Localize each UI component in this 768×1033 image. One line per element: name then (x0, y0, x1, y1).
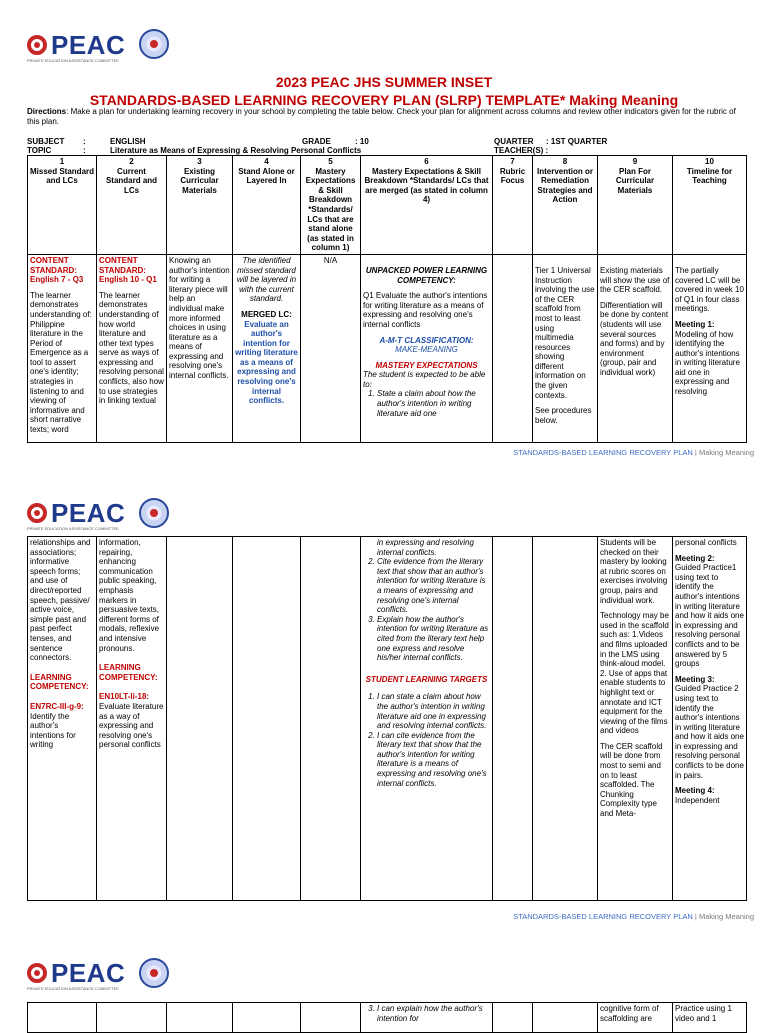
cell-stand-alone-mastery (301, 537, 361, 901)
lc-code: EN7RC-III-g-9: (30, 701, 84, 711)
cell-rubric-focus (493, 254, 533, 442)
header-col-7: 7 Rubric Focus (493, 156, 533, 255)
cell-stand-alone-layered (233, 537, 301, 901)
cell-current-standard (97, 1003, 167, 1033)
cell-intervention (533, 1003, 598, 1033)
deped-seal-icon (139, 958, 169, 988)
header-col-5: 5 Mastery Expectations & Skill Breakdown *Standards/ LCs that are stand alone (as stated in column 1) (301, 156, 361, 255)
deped-seal-icon (139, 498, 169, 528)
doc-title-line2: STANDARDS-BASED LEARNING RECOVERY PLAN (SLRP) TEMPLATE* Making Meaning (89, 92, 679, 108)
directions (27, 107, 747, 127)
learning-target-item: 3. I can explain how the author's intention for (377, 1004, 490, 1023)
cell-intervention: Tier 1 Universal Instruction involving the use of the CER scaffold from most to least using multimedia resources showing different information on the given contexts. See procedures below. (533, 254, 598, 442)
cell-plan-materials: Students will be checked on their mastery by looking at rubric scores on exercises involving group, pairs and individual work. Technology may be used in the scaffold such as: 1.Videos and films uploaded in the LMS using think-aloud model. 2. Use of apps that enable students to highlight text or annotate and ICT equipment for the viewing of the films and videos The CER scaffold will be done from most to semi and on to least scaffolded. The Chunking Complexity type and Meta- (598, 537, 673, 901)
cell-timeline: Practice using 1 video and 1 (673, 1003, 747, 1033)
meeting-label: Meeting 1: (675, 319, 715, 329)
peac-emblem-icon (27, 35, 47, 55)
merged-lc-label: MERGED LC: (241, 309, 292, 319)
peac-wordmark: PEAC (51, 498, 126, 528)
cell-missed-standard: relationships and associations; informative speech forms; and use of direct/reported speech, passive/ active voice, simple past and past perfect tenses, and sentence connectors. LEARNING COMPETENCY: EN7RC-III-g-9: Identify the author's intentions for writing (28, 537, 97, 901)
topic-label: TOPIC (27, 146, 52, 155)
amt-classification-label: A-M-T CLASSIFICATION: (379, 335, 474, 345)
page-2 (0, 488, 768, 928)
content-row (28, 537, 747, 901)
directions-text: : Make a plan for undertaking learning recovery in your school by completing the table below. Check your plan for alignment across columns and review other indicators given for the rubric of this plan. (27, 107, 736, 126)
header-col-8: 8 Intervention or Remediation Strategies and Action (533, 156, 598, 255)
mastery-expectations-label: MASTERY EXPECTATIONS (375, 360, 478, 370)
mastery-item: 1. State a claim about how the author's intention in writing literature aid one (377, 389, 490, 418)
content-row (28, 1003, 747, 1033)
unpacked-plc-heading: UNPACKED POWER LEARNING COMPETENCY: (365, 265, 488, 285)
cell-merged-mastery: UNPACKED POWER LEARNING COMPETENCY: Q1 Evaluate the author's intentions for writing literature as a means of expressing and resolving one's internal conflicts A-M-T CLASSIFICATION: MAKE-MEANING MASTERY EXPECTATIONS The student is expected to be able to: 1. State a claim about how the author's intention in writing literature aid one (361, 254, 493, 442)
page-footer: STANDARDS-BASED LEARNING RECOVERY PLAN | Making Meaning (513, 448, 754, 457)
meeting-label: Meeting 4: (675, 786, 715, 796)
teachers-label: TEACHER(S) : (494, 146, 549, 155)
quarter-value: : 1ST QUARTER (546, 137, 608, 146)
slrp-table-page2 (27, 536, 747, 901)
content-standard-heading: CONTENT STANDARD: English 7 - Q3 (30, 255, 84, 285)
header-col-6: 6 Mastery Expectations & Skill Breakdown *Standards/ LCs that are merged (as stated in column 4) (361, 156, 493, 255)
learning-competency-label: LEARNING COMPETENCY: (30, 672, 89, 692)
peac-logo (27, 30, 126, 63)
merged-lc-text: Evaluate an author's intention for writing literature as a means of expressing and resolving one's internal conflicts. (235, 319, 298, 406)
cell-stand-alone-layered (233, 1003, 301, 1033)
cell-missed-standard (28, 1003, 97, 1033)
header-col-3: 3 Existing Curricular Materials (167, 156, 233, 255)
subject-colon: : (83, 137, 86, 146)
slrp-table-page1 (27, 155, 747, 443)
cell-missed-standard (28, 254, 97, 442)
grade-label: GRADE (302, 137, 331, 146)
topic-colon: : (83, 146, 86, 155)
content-row (28, 254, 747, 442)
topic-value: Literature as Means of Expressing & Resolving Personal Conflicts (110, 146, 362, 155)
cell-intervention (533, 537, 598, 901)
directions-label: Directions (27, 107, 67, 116)
grade-value: : 10 (355, 137, 369, 146)
content-standard-text: The learner demonstrates understanding of: Philippine literature in the Period of Emergence as a tool to assert one's identity; strategies in listening to and viewing of informative and short narrative texts; word (30, 290, 92, 435)
page-3 (0, 946, 768, 1024)
cell-stand-alone-mastery (301, 1003, 361, 1033)
cell-merged-mastery: in expressing and resolving internal conflicts. 2. Cite evidence from the literary text that show that an author's intention for writing literature is a means of expressing and resolving one's internal conflicts. 3. Explain how the author's intention for writing literature as cited from the literary text help one express and resolve his/her internal conflicts. STUDENT LEARNING TARGETS 1. I can state a claim about how the author's intention in writing literature aid one in expressing and resolving internal conflicts. 2. I can cite evidence from the literary text that show that the author's intention for writing literature is a means of expressing and resolving one's internal conflicts. (361, 537, 493, 901)
page-1 (0, 0, 768, 470)
doc-title-line1: 2023 PEAC JHS SUMMER INSET (275, 74, 493, 90)
peac-logo (27, 498, 126, 531)
content-standard-text: The learner demonstrates understanding of how world literature and other text types serve as ways of expressing and resolving personal conflicts, also how to use strategies in linking textual (99, 290, 164, 406)
content-standard-heading: CONTENT STANDARD: English 10 - Q1 (99, 255, 157, 285)
header-col-2: 2 Current Standard and LCs (97, 156, 167, 255)
learning-target-item: 1. I can state a claim about how the author's intention in writing literature aid one in expressing and resolving internal conflicts. (377, 692, 490, 730)
cell-plan-materials: Existing materials will show the use of the CER scaffold. Differentiation will be done by content (students will use several sources and forms) and by environment (group, pair and individual work) (598, 254, 673, 442)
slrp-table-page3 (27, 1002, 747, 1033)
cell-rubric-focus (493, 1003, 533, 1033)
header-col-9: 9 Plan For Curricular Materials (598, 156, 673, 255)
quarter-label: QUARTER (494, 137, 534, 146)
mastery-item: 2. Cite evidence from the literary text that show that an author's intention for writing literature is a means of expressing and resolving one's internal conflicts. (377, 557, 490, 615)
learning-competency-label: LEARNING COMPETENCY: (99, 663, 158, 682)
student-learning-targets-label: STUDENT LEARNING TARGETS (365, 674, 488, 684)
peac-tagline: PRIVATE EDUCATION ASSISTANCE COMMITTEE (27, 58, 119, 63)
subject-value: ENGLISH (110, 137, 146, 146)
cell-timeline: personal conflicts Meeting 2: Guided Practice1 using text to identify the author's intentions in writing literature and how it aids one in expressing and resolving personal conflicts and to be answered by 5 groups Meeting 3: Guided Practice 2 using text to identify the author's intentions in writing literature and how it aids one in expressing and resolving personal conflicts to be done in pairs. Meeting 4: Independent (673, 537, 747, 901)
amt-classification-value: MAKE-MEANING (395, 345, 458, 355)
cell-stand-alone-mastery: N/A (301, 254, 361, 442)
meeting-label: Meeting 2: (675, 553, 715, 563)
meeting-label: Meeting 3: (675, 674, 715, 684)
cell-current-standard: information, repairing, enhancing communication public speaking, emphasis markers in persuasive texts, different forms of modals, reflexive and intensive pronouns. LEARNING COMPETENCY: EN10LT-Ii-18: Evaluate literature as a way of expressing and resolving one's personal conflicts (97, 537, 167, 901)
cell-plan-materials: cognitive form of scaffolding are (598, 1003, 673, 1033)
cell-rubric-focus (493, 537, 533, 901)
deped-seal-icon (139, 29, 169, 59)
peac-wordmark: PEAC (51, 30, 126, 60)
peac-logo (27, 958, 126, 991)
cell-stand-alone-layered: The identified missed standard will be layered in with the current standard. MERGED LC: Evaluate an author's intention for writing literature as a means of expressing and resolving one's internal conflicts. (233, 254, 301, 442)
learning-target-item: 2. I can cite evidence from the literary text that show that the author's intention for writing literature is a means of expressing and resolving one's internal conflicts. (377, 731, 490, 789)
cell-timeline: The partially covered LC will be covered in week 10 of Q1 in four class meetings. Meeting 1: Modeling of how identifying the author's intentions in writing literature aid one in expressing and resolving (673, 254, 747, 442)
cell-existing-materials (167, 1003, 233, 1033)
cell-existing-materials (167, 537, 233, 901)
peac-tagline: PRIVATE EDUCATION ASSISTANCE COMMITTEE (27, 526, 119, 531)
cell-existing-materials: Knowing an author's intention for writing a literary piece will help an individual make more informed choices in using literature as a means of expressing and resolving one's internal conflicts. (167, 254, 233, 442)
page-footer: STANDARDS-BASED LEARNING RECOVERY PLAN | Making Meaning (513, 912, 754, 921)
peac-emblem-icon (27, 963, 47, 983)
mastery-item: 3. Explain how the author's intention for writing literature as cited from the literary text help one express and resolve his/her internal conflicts. (377, 615, 490, 663)
header-col-1: 1 Missed Standard and LCs (28, 156, 97, 255)
cell-merged-mastery (361, 1003, 493, 1033)
peac-tagline: PRIVATE EDUCATION ASSISTANCE COMMITTEE (27, 986, 119, 991)
header-row (28, 156, 747, 255)
header-col-10: 10 Timeline for Teaching (673, 156, 747, 255)
header-col-4: 4 Stand Alone or Layered In (233, 156, 301, 255)
lc-code: EN10LT-Ii-18: (99, 692, 150, 702)
peac-wordmark: PEAC (51, 958, 126, 988)
subject-label: SUBJECT (27, 137, 65, 146)
cell-current-standard (97, 254, 167, 442)
peac-emblem-icon (27, 503, 47, 523)
